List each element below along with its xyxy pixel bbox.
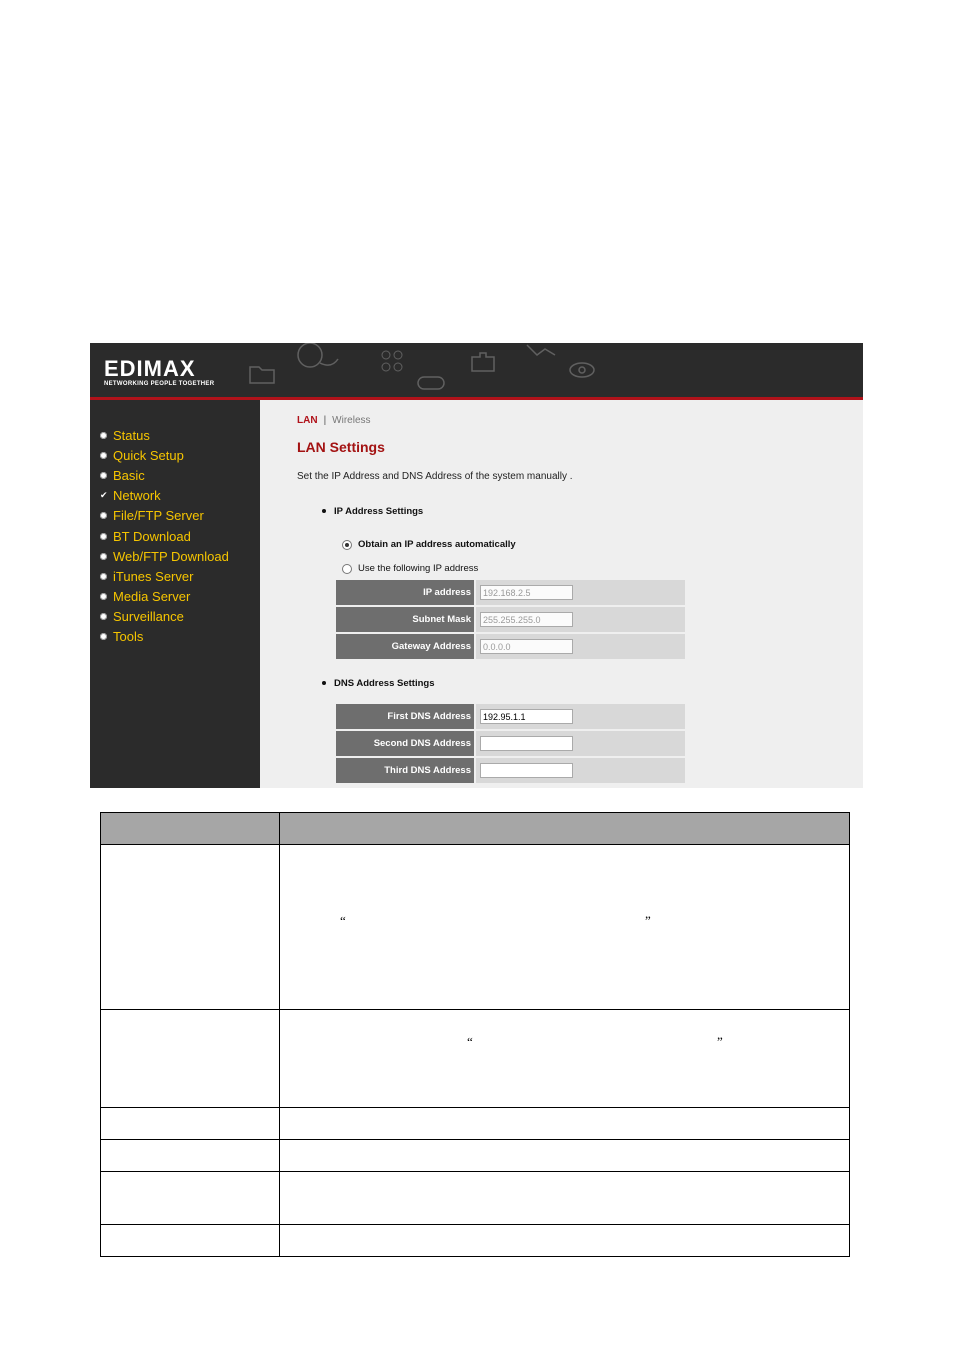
table-cell [280, 1010, 850, 1108]
subnet-mask-label: Subnet Mask [336, 607, 474, 632]
ip-address-cell [476, 580, 685, 605]
table-cell [101, 1108, 280, 1140]
open-quote: “ [340, 913, 346, 928]
gateway-address-row [336, 634, 685, 661]
radio-button[interactable] [342, 564, 352, 574]
sidebar-item-file-ftp-server[interactable] [100, 506, 229, 526]
sidebar-item-itunes-server[interactable] [100, 566, 229, 586]
sidebar-item-web-ftp-download[interactable] [100, 546, 229, 566]
sidebar-item-quick-setup[interactable] [100, 445, 229, 465]
sidebar-item-surveillance[interactable] [100, 607, 229, 627]
radio-label: Obtain an IP address automatically [358, 539, 516, 550]
page-title: LAN Settings [297, 439, 385, 455]
third-dns-input[interactable] [480, 763, 573, 778]
second-dns-input[interactable] [480, 736, 573, 751]
header-bar [90, 343, 863, 397]
gateway-address-cell [476, 634, 685, 659]
logo-tagline: NETWORKING PEOPLE TOGETHER [104, 381, 215, 387]
radio-use-following-ip[interactable] [342, 563, 478, 574]
second-dns-label: Second DNS Address [336, 731, 474, 756]
close-quote: ” [717, 1034, 723, 1049]
table-cell [280, 1225, 850, 1257]
table-row [101, 845, 850, 1010]
sidebar-item-bt-download[interactable] [100, 526, 229, 546]
bullet-icon [100, 452, 107, 459]
dns-section-heading [322, 678, 434, 689]
logo-text: EDIMAX [104, 356, 196, 381]
third-dns-label: Third DNS Address [336, 758, 474, 783]
bullet-icon [100, 432, 107, 439]
table-cell [280, 845, 850, 1010]
page-description: Set the IP Address and DNS Address of the system manually . [297, 471, 573, 482]
table-header-cell [280, 813, 850, 845]
edimax-logo [104, 356, 215, 387]
sidebar [90, 400, 260, 788]
ip-address-input[interactable] [480, 585, 573, 600]
sidebar-item-label: Quick Setup [113, 447, 184, 463]
bullet-icon [322, 509, 326, 513]
sidebar-item-label: File/FTP Server [113, 508, 204, 524]
sidebar-item-basic[interactable] [100, 465, 229, 485]
eye-icon [568, 361, 596, 379]
main-content [260, 400, 863, 788]
subnet-mask-row [336, 607, 685, 634]
ip-section-heading [322, 506, 423, 517]
first-dns-row [336, 704, 685, 731]
sidebar-item-label: Media Server [113, 589, 191, 605]
bullet-icon [322, 681, 326, 685]
table-row [101, 1225, 850, 1257]
sidebar-item-label: Network [113, 488, 161, 504]
bullet-icon [100, 593, 107, 600]
third-dns-cell [476, 758, 685, 783]
ip-fields [336, 580, 685, 661]
sidebar-item-label: iTunes Server [113, 568, 194, 584]
puzzle-icon [470, 351, 500, 373]
first-dns-label: First DNS Address [336, 704, 474, 729]
dns-fields [336, 704, 685, 785]
sidebar-item-label: Tools [113, 629, 144, 645]
radio-label: Use the following IP address [358, 563, 479, 574]
table-cell [101, 1172, 280, 1225]
table-cell [101, 1010, 280, 1108]
bullet-icon [100, 472, 107, 479]
ip-address-row [336, 580, 685, 607]
gateway-address-label: Gateway Address [336, 634, 474, 659]
bullet-icon [100, 633, 107, 640]
first-dns-input[interactable] [480, 709, 573, 724]
grid-icon [380, 349, 404, 373]
table-row [101, 1010, 850, 1108]
subnet-mask-input[interactable] [480, 612, 573, 627]
section-heading-text: DNS Address Settings [334, 678, 435, 689]
ip-address-label: IP address [336, 580, 474, 605]
sidebar-item-network[interactable] [100, 486, 229, 506]
folder-icon [248, 363, 276, 385]
bullet-icon [100, 553, 107, 560]
sidebar-item-label: BT Download [113, 528, 191, 544]
table-cell [280, 1108, 850, 1140]
tab-bar [297, 415, 371, 426]
sidebar-item-label: Status [113, 427, 150, 443]
tab-lan[interactable]: LAN [297, 415, 318, 426]
table-cell [280, 1172, 850, 1225]
sidebar-item-status[interactable] [100, 425, 229, 445]
table-row [101, 1108, 850, 1140]
radio-button-selected[interactable] [342, 540, 352, 550]
second-dns-cell [476, 731, 685, 756]
router-admin-screenshot [90, 343, 863, 788]
third-dns-row [336, 758, 685, 785]
bullet-icon [100, 512, 107, 519]
radio-obtain-ip-automatically[interactable] [342, 539, 516, 550]
tab-wireless[interactable]: Wireless [332, 415, 371, 426]
table-header-row [101, 813, 850, 845]
sidebar-item-label: Web/FTP Download [113, 548, 229, 564]
handshake-icon [525, 343, 557, 359]
sidebar-menu [100, 425, 229, 647]
tab-separator: | [323, 415, 327, 426]
checkmark-icon: ✔ [100, 490, 108, 501]
subnet-mask-cell [476, 607, 685, 632]
sidebar-item-tools[interactable] [100, 627, 229, 647]
table-cell [101, 1225, 280, 1257]
sidebar-item-media-server[interactable] [100, 587, 229, 607]
bullet-icon [100, 613, 107, 620]
table-cell [101, 845, 280, 1010]
table-header-cell [101, 813, 280, 845]
description-table [100, 812, 850, 1257]
sidebar-item-label: Surveillance [113, 609, 184, 625]
gateway-address-input[interactable] [480, 639, 573, 654]
open-quote: “ [467, 1034, 473, 1049]
table-cell [101, 1140, 280, 1172]
second-dns-row [336, 731, 685, 758]
close-quote: ” [645, 913, 651, 928]
first-dns-cell [476, 704, 685, 729]
section-heading-text: IP Address Settings [334, 506, 424, 517]
bullet-icon [100, 533, 107, 540]
gamepad-icon [416, 373, 446, 393]
sidebar-item-label: Basic [113, 467, 145, 483]
table-row [101, 1172, 850, 1225]
music-icon [290, 343, 340, 373]
table-cell [280, 1140, 850, 1172]
bullet-icon [100, 573, 107, 580]
table-row [101, 1140, 850, 1172]
